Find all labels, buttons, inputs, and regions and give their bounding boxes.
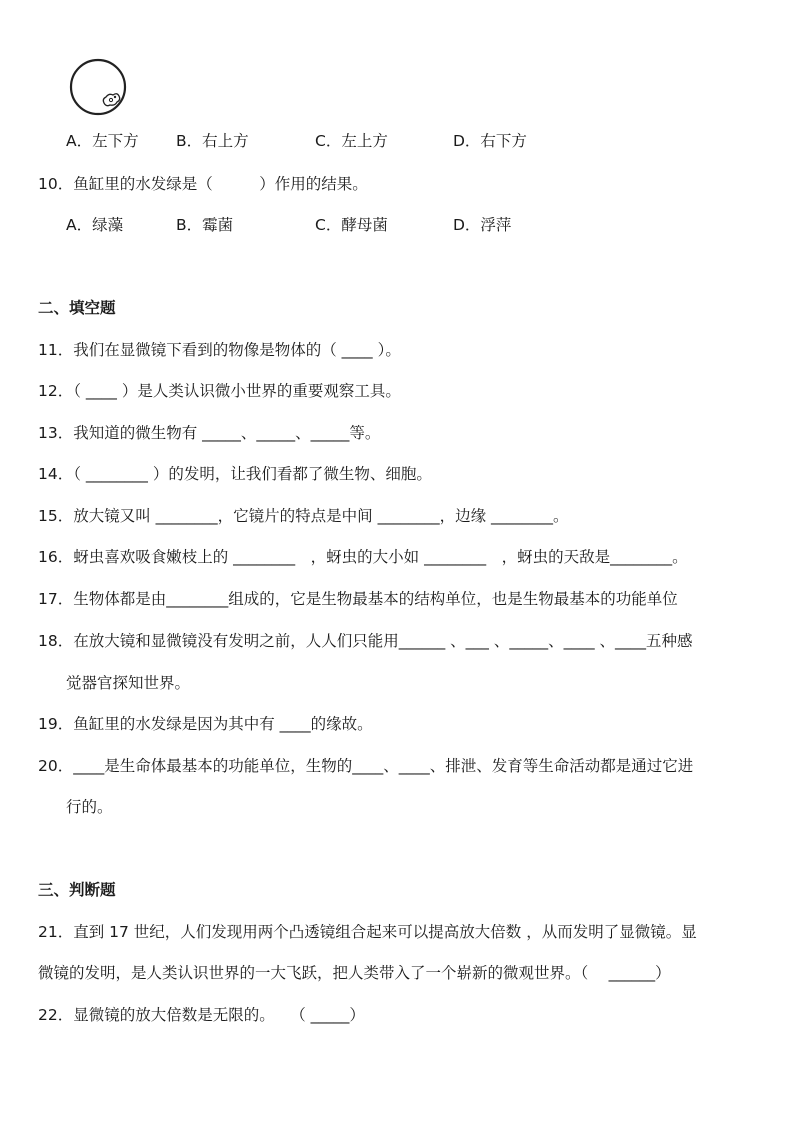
section-heading-fill-blank: 二、填空题 <box>38 299 116 317</box>
section-heading-true-false: 三、判断题 <box>38 881 116 899</box>
q21-text: 21．直到 17 世纪，人们发现用两个凸透镜组合起来可以提高放大倍数 ，从而发明了显微镜。显 <box>38 923 697 941</box>
q20-text: 20．____是生命体最基本的功能单位，生物的____、____、排泄、发育等生命活动都是通过它进 <box>38 757 694 775</box>
q16-text: 16．蚜虫喜欢吸食嫩枝上的 ________ ，蚜虫的大小如 ________ ，蚜虫的天敌是________。 <box>38 548 688 566</box>
q12-text: 12．（ ____ ）是人类认识微小世界的重要观察工具。 <box>38 382 401 400</box>
q18-text: 18．在放大镜和显微镜没有发明之前，人人们只能用______ 、___ 、_____、____ 、____五种感 <box>38 632 693 650</box>
q9-option-c: C．左上方 <box>315 132 388 150</box>
q18-text-cont: 觉器官探知世界。 <box>66 674 191 692</box>
q14-text: 14．（ ________ ）的发明，让我们看都了微生物、细胞。 <box>38 465 432 483</box>
object-icon <box>103 94 119 106</box>
q9-option-b: B．右上方 <box>176 132 249 150</box>
q11-text: 11．我们在显微镜下看到的物像是物体的（ ____ ）。 <box>38 341 401 359</box>
q20-text-cont: 行的。 <box>66 798 113 816</box>
q10-option-c: C．酵母菌 <box>315 216 388 234</box>
microscope-view-figure <box>66 57 130 121</box>
q15-text: 15．放大镜又叫 ________，它镜片的特点是中间 ________，边缘 ________。 <box>38 507 569 525</box>
q9-option-a: A．左下方 <box>66 132 139 150</box>
q13-text: 13．我知道的微生物有 _____、_____、_____等。 <box>38 424 381 442</box>
q9-option-d: D．右下方 <box>453 132 527 150</box>
q10-option-b: B．霉菌 <box>176 216 234 234</box>
q21-text-cont: 微镜的发明，是人类认识世界的一大飞跃，把人类带入了一个崭新的微观世界。（ ______） <box>38 964 671 982</box>
q10-option-a: A．绿藻 <box>66 216 124 234</box>
q19-text: 19．鱼缸里的水发绿是因为其中有 ____的缘故。 <box>38 715 373 733</box>
q17-text: 17．生物体都是由________组成的，它是生物最基本的结构单位，也是生物最基本的功能单位 <box>38 590 678 608</box>
q10-text: 10．鱼缸里的水发绿是（ ）作用的结果。 <box>38 175 368 193</box>
q22-text: 22．显微镜的放大倍数是无限的。 （ _____） <box>38 1006 365 1024</box>
q10-option-d: D．浮萍 <box>453 216 512 234</box>
